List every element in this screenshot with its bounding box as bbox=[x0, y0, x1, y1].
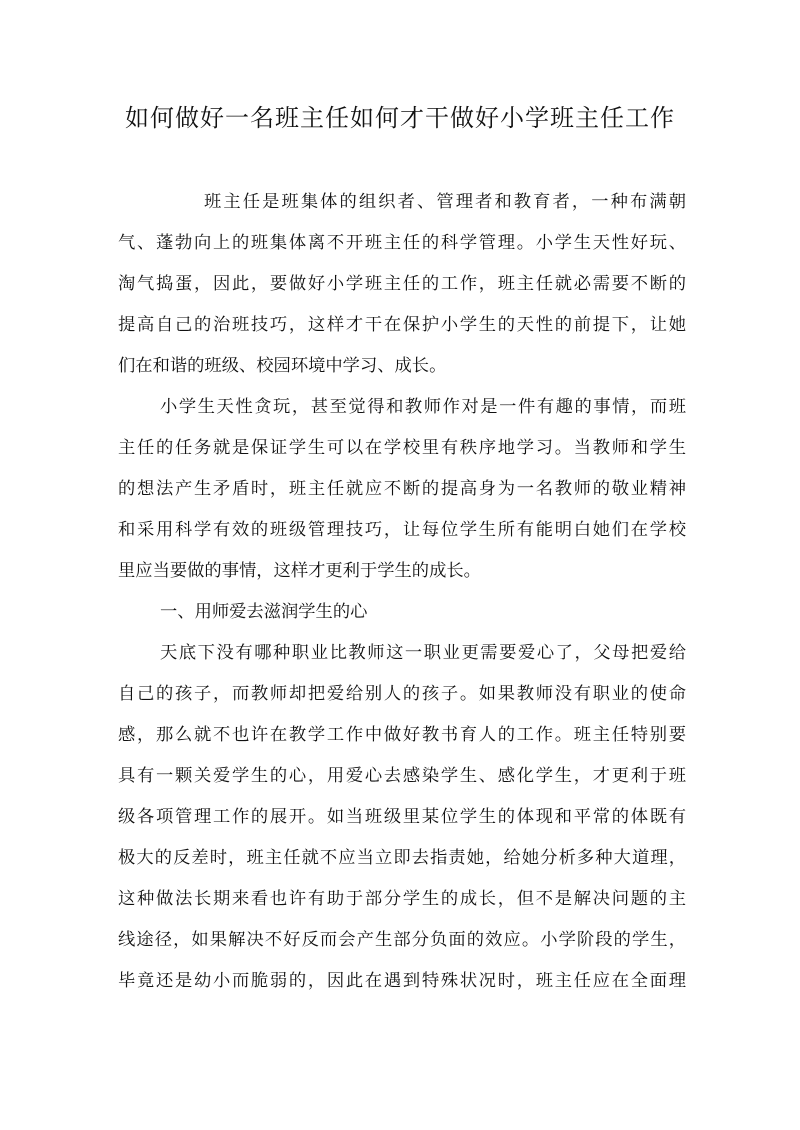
paragraph-2-line-1: 小学生天性贪玩，甚至觉得和教师作对是一件有趣的事情，而班 bbox=[160, 397, 686, 417]
paragraph-1-line-4: 提高自己的治班技巧，这样才干在保护小学生的天性的前提下，让她 bbox=[118, 315, 686, 335]
document-title: 如何做好一名班主任如何才干做好小学班主任工作 bbox=[125, 104, 675, 132]
paragraph-1-line-3: 淘气捣蛋，因此，要做好小学班主任的工作，班主任就必需要不断的 bbox=[118, 274, 686, 294]
paragraph-3-line-5: 级各项管理工作的展开。如当班级里某位学生的体现和平常的体既有 bbox=[118, 807, 686, 827]
paragraph-1-line-5: 们在和谐的班级、校园环境中学习、成长。 bbox=[118, 356, 447, 376]
paragraph-3-line-1: 天底下没有哪种职业比教师这一职业更需要爱心了，父母把爱给 bbox=[160, 643, 686, 663]
paragraph-3-line-8: 线途径，如果解决不好反而会产生部分负面的效应。小学阶段的学生， bbox=[118, 930, 686, 950]
paragraph-3-line-3: 感，那么就不也许在教学工作中做好教书育人的工作。班主任特别要 bbox=[118, 725, 686, 745]
paragraph-3-line-9: 毕竟还是幼小而脆弱的，因此在遇到特殊状况时，班主任应在全面理 bbox=[118, 971, 686, 991]
paragraph-2-line-5: 里应当要做的事情，这样才更利于学生的成长。 bbox=[118, 561, 481, 581]
paragraph-1-line-1: 班主任是班集体的组织者、管理者和教育者，一种布满朝 bbox=[204, 192, 686, 212]
paragraph-3-line-6: 极大的反差时，班主任就不应当立即去指责她，给她分析多种大道理， bbox=[118, 848, 686, 868]
document-body bbox=[118, 182, 686, 1002]
paragraph-3-line-4: 具有一颗关爱学生的心，用爱心去感染学生、感化学生，才更利于班 bbox=[118, 766, 686, 786]
paragraph-2-line-2: 主任的任务就是保证学生可以在学校里有秩序地学习。当教师和学生 bbox=[118, 438, 686, 458]
paragraph-2-line-3: 的想法产生矛盾时，班主任就应不断的提高身为一名教师的敬业精神 bbox=[118, 479, 686, 499]
paragraph-2-line-4: 和采用科学有效的班级管理技巧，让每位学生所有能明白她们在学校 bbox=[118, 520, 686, 540]
paragraph-1-line-2: 气、蓬勃向上的班集体离不开班主任的科学管理。小学生天性好玩、 bbox=[118, 233, 686, 253]
paragraph-3-line-2: 自己的孩子，而教师却把爱给别人的孩子。如果教师没有职业的使命 bbox=[118, 684, 686, 704]
section-heading-1: 一、用师爱去滋润学生的心 bbox=[160, 602, 368, 622]
paragraph-3-line-7: 这种做法长期来看也许有助于部分学生的成长，但不是解决问题的主 bbox=[118, 889, 686, 909]
